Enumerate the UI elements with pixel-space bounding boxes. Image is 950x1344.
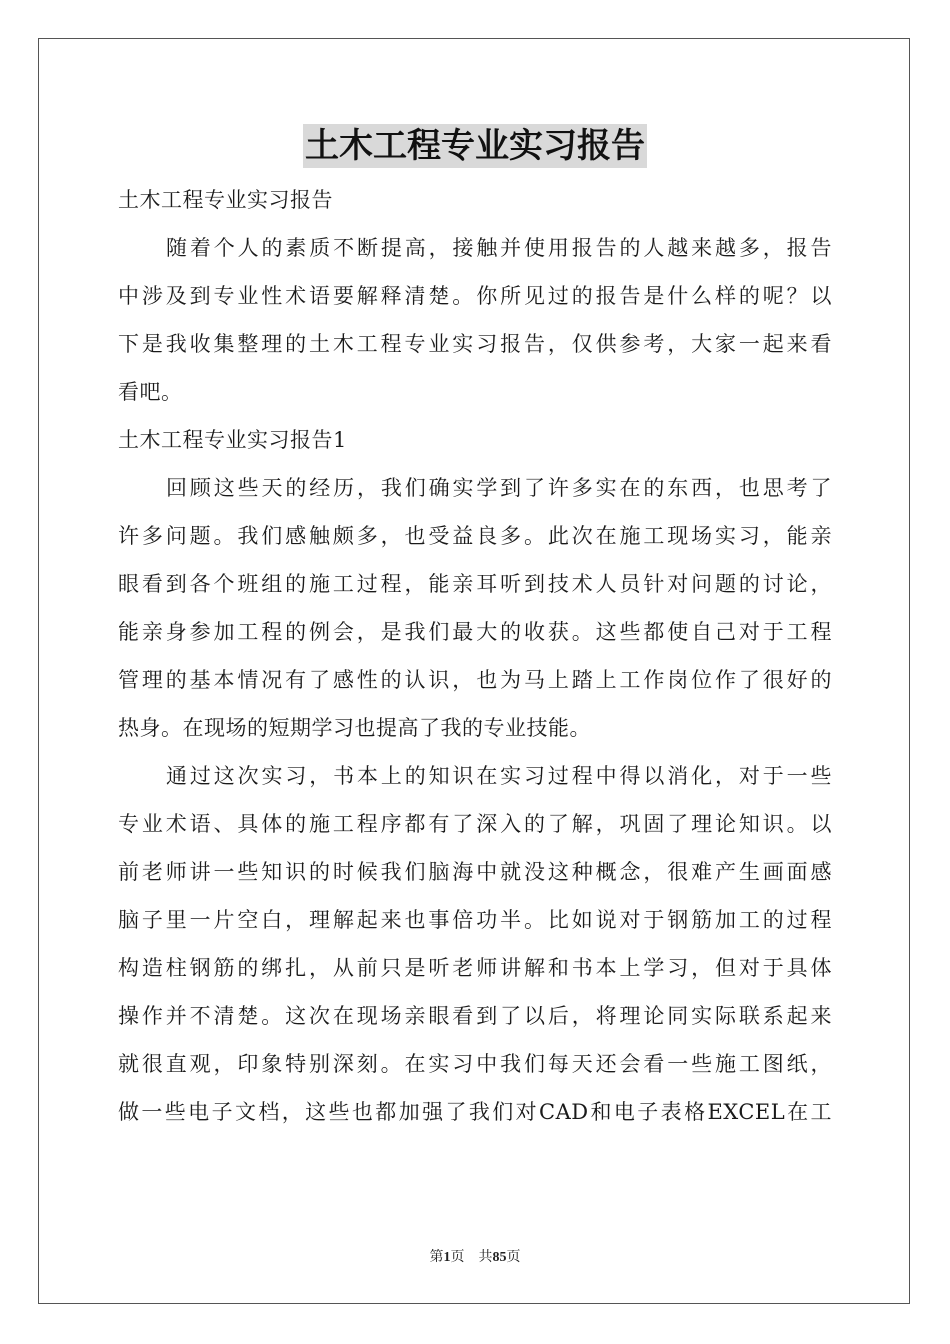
paragraph-1 [118, 464, 832, 752]
total-indicator [479, 1250, 521, 1265]
text-line: 通过这次实习，书本上的知识在实习过程中得以消化，对于一些 [166, 764, 832, 788]
text-line: 中涉及到专业性术语要解释清楚。你所见过的报告是什么样的呢？以 [118, 284, 832, 308]
text-line: 前老师讲一些知识的时候我们脑海中就没这种概念，很难产生画面感 [118, 860, 832, 884]
text-line: 构造柱钢筋的绑扎，从前只是听老师讲解和书本上学习，但对于具体 [118, 956, 832, 980]
page-indicator [430, 1250, 465, 1265]
text-line: 下是我收集整理的土木工程专业实习报告，仅供参考，大家一起来看 [118, 332, 832, 356]
text-line: 做一些电子文档，这些也都加强了我们对CAD和电子表格EXCEL在工 [118, 1100, 832, 1124]
text-line: 热身。在现场的短期学习也提高了我的专业技能。 [118, 716, 591, 740]
text-line: 管理的基本情况有了感性的认识，也为马上踏上工作岗位作了很好的 [118, 668, 832, 692]
text-line: 操作并不清楚。这次在现场亲眼看到了以后，将理论同实际联系起来 [118, 1004, 832, 1028]
total-suffix: 页 [506, 1250, 521, 1265]
section-heading: 土木工程专业实习报告1 [118, 428, 347, 452]
text-line: 许多问题。我们感触颇多，也受益良多。此次在施工现场实习，能亲 [118, 524, 832, 548]
text-line: 专业术语、具体的施工程序都有了深入的了解，巩固了理论知识。以 [118, 812, 832, 836]
text-line: 随着个人的素质不断提高，接触并使用报告的人越来越多，报告 [166, 236, 832, 260]
intro-paragraph [118, 224, 832, 416]
title-container [0, 124, 950, 168]
document-body [118, 176, 832, 1136]
total-prefix: 共 [478, 1250, 493, 1265]
text-line: 回顾这些天的经历，我们确实学到了许多实在的东西，也思考了 [166, 476, 832, 500]
page-footer [0, 1246, 950, 1266]
page-prefix: 第 [429, 1250, 444, 1265]
text-line: 眼看到各个班组的施工过程，能亲耳听到技术人员针对问题的讨论， [118, 572, 832, 596]
total-pages: 85 [492, 1250, 507, 1265]
page-number: 1 [443, 1250, 451, 1265]
paragraph-2 [118, 752, 832, 1136]
page-suffix: 页 [450, 1250, 465, 1265]
document-subtitle: 土木工程专业实习报告 [118, 188, 333, 212]
text-line: 看吧。 [118, 380, 183, 404]
document-title: 土木工程专业实习报告 [305, 126, 645, 166]
text-line: 能亲身参加工程的例会，是我们最大的收获。这些都使自己对于工程 [118, 620, 832, 644]
text-line: 脑子里一片空白，理解起来也事倍功半。比如说对于钢筋加工的过程 [118, 908, 832, 932]
text-line: 就很直观，印象特别深刻。在实习中我们每天还会看一些施工图纸， [118, 1052, 832, 1076]
